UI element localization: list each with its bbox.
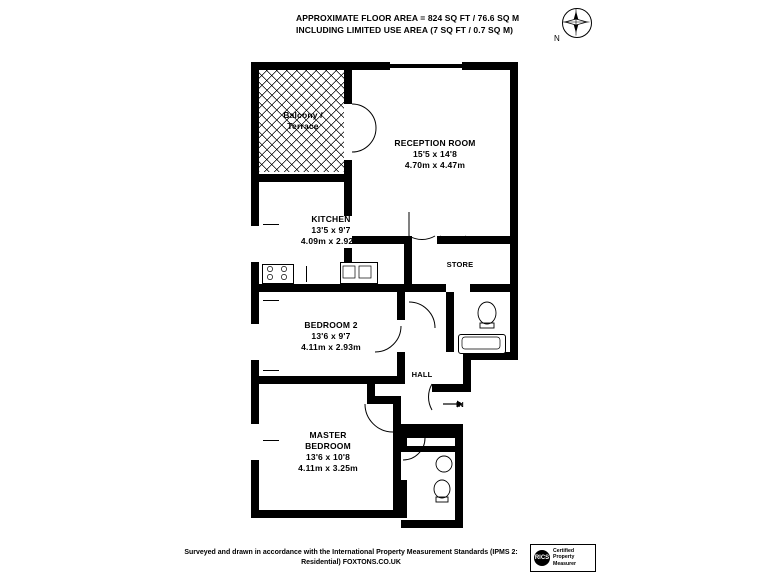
reception-dim-m: 4.70m x 4.47m — [404, 160, 466, 170]
reception-dim-ft: 15'5 x 14'8 — [412, 149, 458, 159]
hall-name: HALL — [411, 370, 433, 379]
kitchen-name: KITCHEN — [311, 214, 351, 224]
toilet-icon — [470, 300, 504, 330]
room-label-reception — [360, 138, 510, 171]
balcony-name-line2: Terrace — [287, 121, 319, 131]
entrance-label — [456, 400, 486, 410]
room-label-kitchen — [258, 214, 404, 247]
master-name-line1: MASTER — [309, 430, 347, 440]
ensuite-basin-icon — [432, 452, 456, 476]
bedroom2-dim-ft: 13'6 x 9'7 — [311, 331, 351, 341]
bathtub-inner-icon — [458, 334, 504, 352]
room-label-hall — [400, 370, 444, 380]
survey-footer — [176, 548, 526, 568]
kitchen-dim-m: 4.09m x 2.92m — [300, 236, 362, 246]
ensuite-toilet-icon — [428, 478, 456, 504]
room-label-store-2 — [404, 429, 460, 439]
room-label-store-1 — [430, 260, 490, 270]
store2-name: STORE — [418, 429, 446, 438]
master-dim-ft: 13'6 x 10'8 — [305, 452, 351, 462]
reception-name: RECEPTION ROOM — [394, 138, 476, 148]
entrance-name: IN — [456, 400, 464, 409]
floor-area-line-2: INCLUDING LIMITED USE AREA (7 SQ FT / 0.7 SQ M) — [296, 25, 514, 35]
survey-footer-line-1: Surveyed and drawn in accordance with the International Property Measurement Standards (IPMS 2: — [184, 549, 518, 556]
room-label-balcony — [261, 110, 345, 132]
balcony-name-line1: Balcony / — [283, 110, 323, 120]
kitchen-sink-bowls-icon — [340, 262, 376, 282]
store1-name: STORE — [446, 260, 474, 269]
room-label-bedroom2 — [258, 320, 404, 353]
wall-ensuite-shower-left — [401, 480, 407, 518]
kitchen-dim-ft: 13'5 x 9'7 — [311, 225, 351, 235]
rics-logo-icon: RICS — [534, 550, 550, 566]
master-dim-m: 4.11m x 3.25m — [298, 463, 358, 473]
survey-footer-line-2: Residential) FOXTONS.CO.UK — [301, 559, 401, 566]
floor-area-line-1: APPROXIMATE FLOOR AREA = 824 SQ FT / 76.6 SQ M — [296, 13, 520, 23]
rics-line-1: Certified — [553, 548, 575, 554]
compass-north-label: N — [554, 34, 560, 43]
room-label-master — [258, 430, 398, 474]
rics-certification-badge — [530, 544, 596, 572]
kitchen-counter-divider — [306, 266, 307, 282]
bedroom2-name: BEDROOM 2 — [304, 320, 358, 330]
bedroom2-dim-m: 4.11m x 2.93m — [301, 342, 361, 352]
rics-line-3: Measurer — [553, 560, 577, 567]
kitchen-hob-burners-icon — [262, 264, 292, 282]
rics-badge-text — [553, 548, 593, 567]
rics-line-2: Property — [553, 554, 575, 561]
master-name-line2: BEDROOM — [305, 441, 351, 451]
